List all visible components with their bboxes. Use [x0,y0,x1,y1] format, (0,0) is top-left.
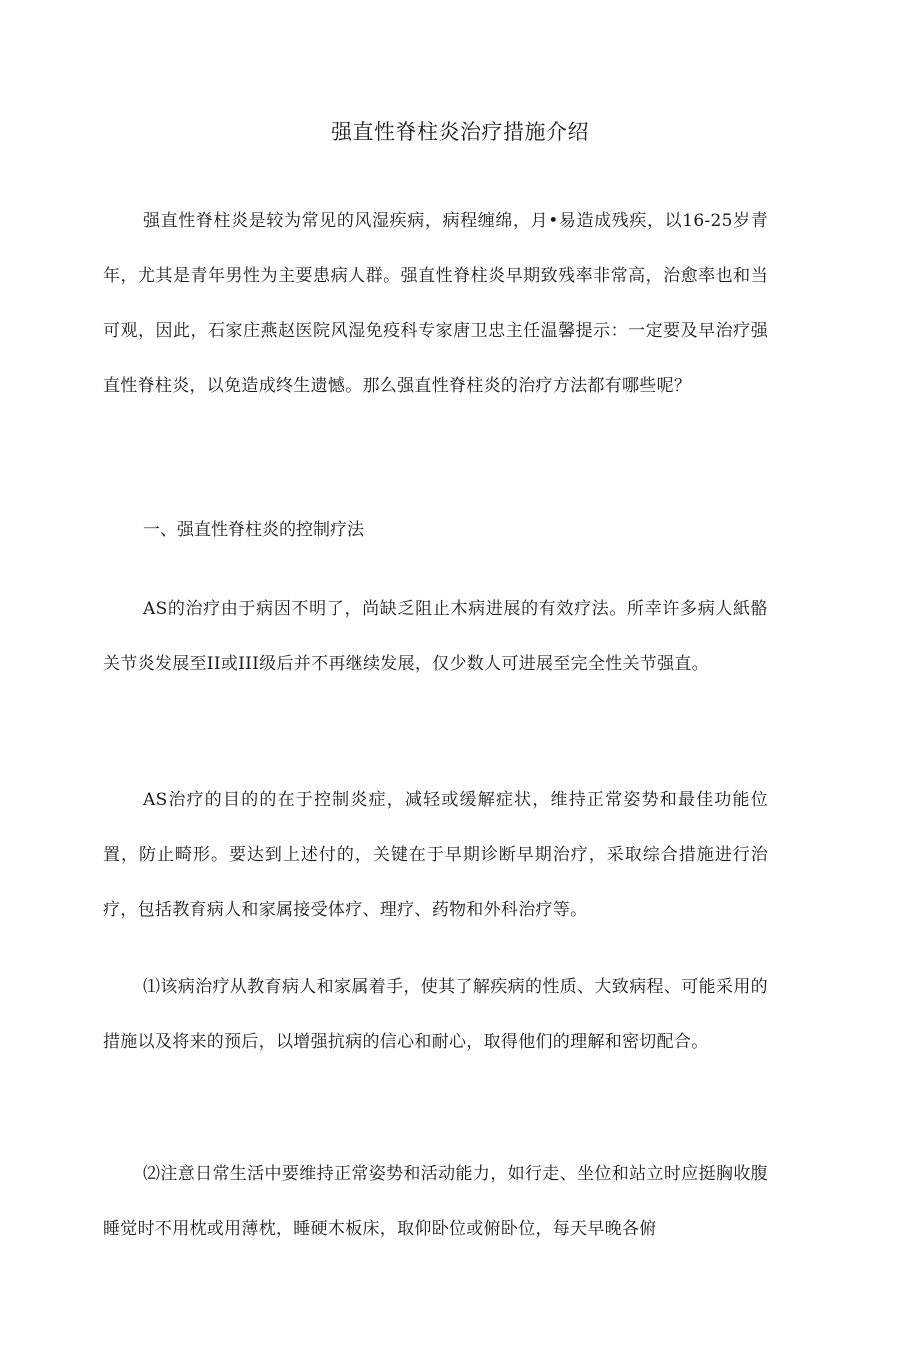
section-heading-control-therapy: 一、强直性脊柱炎的控制疗法 [143,520,364,540]
list-item-1-education: ⑴该病治疗从教育病人和家属着手，使其了解疾病的性质、大致病程、可能采用的措施以及将来的预后，以增强抗病的信心和耐心，取得他们的理解和密切配合。 [103,977,768,1052]
list-item-2-posture: ⑵注意日常生活中要维持正常姿势和活动能力，如行走、坐位和站立时应挺胸收腹睡觉时不用枕或用薄枕，睡硬木板床，取仰卧位或俯卧位，每天早晚各俯 [103,1164,768,1239]
document-title: 强直性脊柱炎治疗措施介绍 [331,120,589,144]
intro-paragraph: 强直性脊柱炎是较为常见的风湿疾病，病程缠绵，月•易造成残疾，以16-25岁青年，尤其是青年男性为主要患病人群。强直性脊柱炎早期致残率非常高，治愈率也和当可观，因此，石家庄燕赵医院风湿免疫科专家唐卫忠主任温馨提示：一定要及早治疗强直性脊柱炎，以免造成终生遗憾。那么强直性脊柱炎的治疗方法都有哪些呢？ [103,211,768,396]
paragraph-as-treatment-goal: AS治疗的目的的在于控制炎症，减轻或缓解症状，维持正常姿势和最佳功能位置，防止畸形。要达到上述付的，关键在于早期诊断早期治疗，采取综合措施进行治疗，包括教育病人和家属接受体疗、理疗、药物和外科治疗等。 [103,790,768,920]
paragraph-as-treatment: AS的治疗由于病因不明了，尚缺乏阻止木病进展的有效疗法。所幸许多病人紙骼关节炎发展至II或III级后并不再继续发展，仅少数人可进展至完全性关节强直。 [103,599,768,674]
